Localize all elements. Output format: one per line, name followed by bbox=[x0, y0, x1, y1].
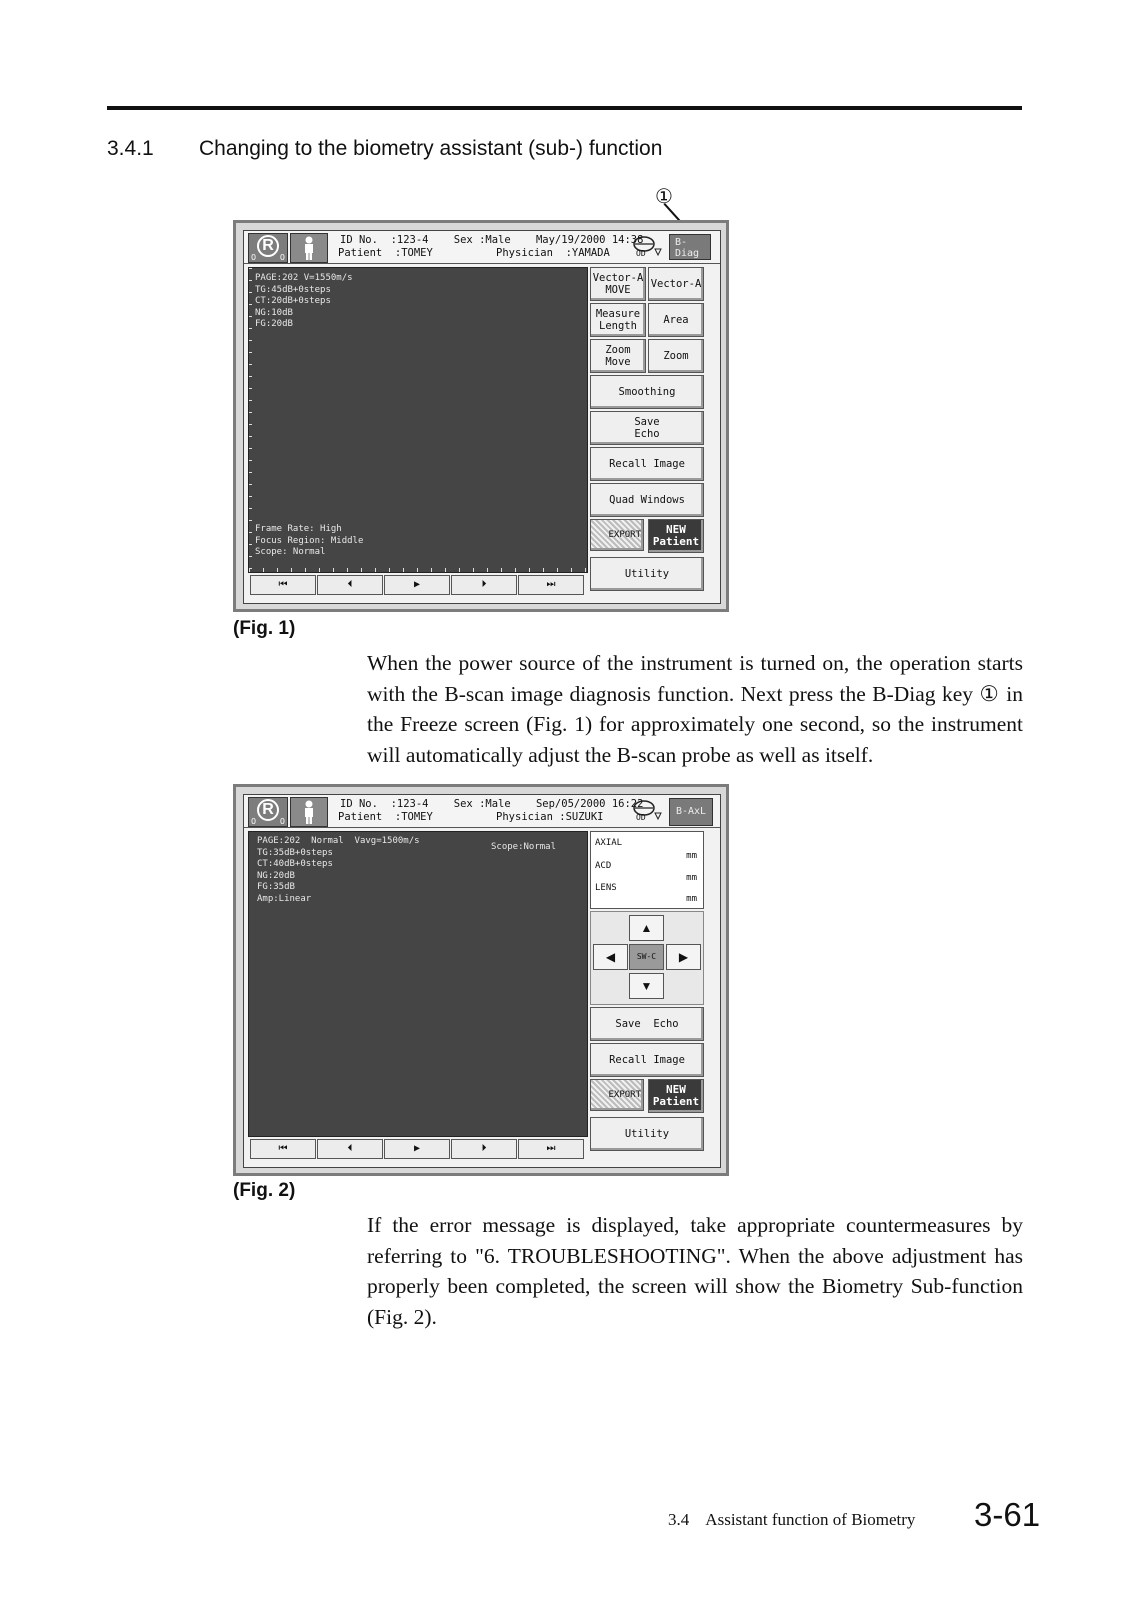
figure-1-screen bbox=[233, 220, 729, 612]
bottom-ticks bbox=[249, 568, 587, 572]
person-icon bbox=[290, 797, 328, 827]
eye-icon bbox=[632, 799, 662, 823]
paragraph-2: If the error message is displayed, take appropriate countermeasures by referring to "6. TROUBLESHOOTING". When the above adjustment has properly been completed, the screen will show the Biometry Sub-function (Fig. 2). bbox=[367, 1213, 1023, 1329]
page-number: 3-61 bbox=[974, 1496, 1041, 1533]
header-line-1: ID No. :123-4 Sex :Male Sep/05/2000 16:22 bbox=[340, 798, 644, 810]
section-title: Changing to the biometry assistant (sub-) function bbox=[199, 137, 663, 160]
first-frame-button[interactable]: ⏮ bbox=[250, 1139, 316, 1159]
vector-a-move-button[interactable]: Vector-A MOVE bbox=[590, 267, 646, 301]
save-echo-button[interactable]: Save Echo bbox=[590, 411, 704, 445]
measurement-panel bbox=[590, 831, 704, 909]
recall-image-button[interactable]: Recall Image bbox=[590, 1043, 704, 1077]
prev-frame-button[interactable]: ⏴ bbox=[317, 1139, 383, 1159]
next-frame-button[interactable]: ⏵ bbox=[451, 575, 517, 595]
acd-unit: mm bbox=[686, 873, 697, 883]
b-scan-image-area bbox=[248, 267, 588, 573]
acd-label: ACD bbox=[595, 861, 612, 871]
r-logo-icon: R 0 0 bbox=[248, 797, 288, 827]
section-number: 3.4.1 bbox=[107, 137, 154, 160]
play-button[interactable]: ▶ bbox=[384, 1139, 450, 1159]
left-arrow-button[interactable]: ◀ bbox=[593, 944, 628, 970]
scan-info: PAGE:202 Normal Vavg=1500m/s TG:35dB+0steps CT:40dB+0steps NG:20dB FG:35dB Amp:Linear bbox=[257, 836, 420, 904]
r-logo-icon: R 0 0 bbox=[248, 233, 288, 263]
header-line-2: Patient :TOMEY Physician :SUZUKI bbox=[338, 811, 604, 823]
header-line-1: ID No. :123-4 Sex :Male May/19/2000 14:38 bbox=[340, 234, 644, 246]
save-echo-button[interactable]: Save Echo bbox=[590, 1007, 704, 1041]
prev-frame-button[interactable]: ⏴ bbox=[317, 575, 383, 595]
next-frame-button[interactable]: ⏵ bbox=[451, 1139, 517, 1159]
screen-header bbox=[244, 231, 720, 264]
new-patient-button[interactable]: NEW Patient bbox=[648, 1079, 704, 1113]
eye-side: OD bbox=[636, 249, 646, 258]
figure-1-caption: (Fig. 1) bbox=[233, 618, 296, 639]
vector-a-button[interactable]: Vector-A bbox=[648, 267, 704, 301]
paragraph-1: When the power source of the instrument is turned on, the operation starts with the B-scan image diagnosis function. Next press the B-Diag key ① in the Freeze screen (Fig. 1) for approximately one second, so the instrument will automatically adjust the B-scan probe as well as itself. bbox=[367, 651, 1023, 767]
quad-windows-button[interactable]: Quad Windows bbox=[590, 483, 704, 517]
utility-button[interactable]: Utility bbox=[590, 1117, 704, 1151]
left-ticks bbox=[249, 268, 252, 572]
export-button[interactable]: EXPORT bbox=[590, 519, 644, 551]
right-arrow-button[interactable]: ▶ bbox=[666, 944, 701, 970]
up-arrow-button[interactable]: ▲ bbox=[629, 915, 664, 941]
person-icon bbox=[290, 233, 328, 263]
arrow-pad bbox=[590, 911, 704, 1005]
callout-marker: ① bbox=[655, 186, 673, 208]
lens-unit: mm bbox=[686, 894, 697, 904]
last-frame-button[interactable]: ⏭ bbox=[518, 575, 584, 595]
b-scan-image-area bbox=[248, 831, 588, 1137]
down-arrow-button[interactable]: ▼ bbox=[629, 973, 664, 999]
new-patient-button[interactable]: NEW Patient bbox=[648, 519, 704, 553]
playback-controls bbox=[248, 575, 586, 595]
header-line-2: Patient :TOMEY Physician :YAMADA bbox=[338, 247, 610, 259]
export-button[interactable]: EXPORT bbox=[590, 1079, 644, 1111]
b-axl-button[interactable]: B-AxL bbox=[669, 798, 713, 826]
axial-label: AXIAL bbox=[595, 838, 623, 848]
smoothing-button[interactable]: Smoothing bbox=[590, 375, 704, 409]
top-rule bbox=[107, 106, 1022, 110]
last-frame-button[interactable]: ⏭ bbox=[518, 1139, 584, 1159]
utility-button[interactable]: Utility bbox=[590, 557, 704, 591]
figure-2-screen bbox=[233, 784, 729, 1176]
measure-length-button[interactable]: Measure Length bbox=[590, 303, 646, 337]
area-button[interactable]: Area bbox=[648, 303, 704, 337]
screen-header bbox=[244, 795, 720, 828]
sw-c-button[interactable]: SW-C bbox=[629, 944, 664, 970]
lens-label: LENS bbox=[595, 883, 617, 893]
recall-image-button[interactable]: Recall Image bbox=[590, 447, 704, 481]
footer-section-text: 3.4 Assistant function of Biometry bbox=[668, 1510, 916, 1529]
figure-2-caption: (Fig. 2) bbox=[233, 1180, 296, 1201]
first-frame-button[interactable]: ⏮ bbox=[250, 575, 316, 595]
playback-controls bbox=[248, 1139, 586, 1159]
axial-unit: mm bbox=[686, 851, 697, 861]
eye-side: OD bbox=[636, 813, 646, 822]
zoom-button[interactable]: Zoom bbox=[648, 339, 704, 373]
zoom-move-button[interactable]: Zoom Move bbox=[590, 339, 646, 373]
scan-footer-info: Frame Rate: High Focus Region: Middle Scope: Normal bbox=[255, 524, 364, 557]
eye-icon bbox=[632, 235, 662, 259]
play-button[interactable]: ▶ bbox=[384, 575, 450, 595]
scope-label: Scope:Normal bbox=[491, 842, 557, 852]
b-diag-button[interactable]: B- Diag bbox=[669, 234, 711, 260]
scan-info: PAGE:202 V=1550m/s TG:45dB+0steps CT:20dB+0steps NG:10dB FG:20dB bbox=[255, 273, 353, 329]
